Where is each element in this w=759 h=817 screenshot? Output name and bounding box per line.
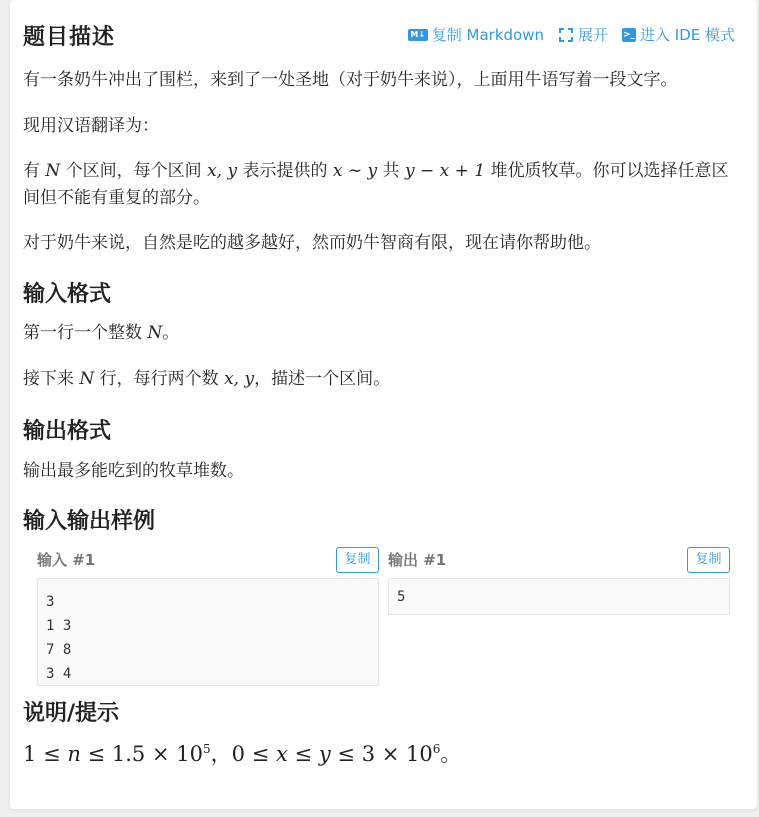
copy-input-button[interactable]: 复制 [336,547,379,573]
problem-header [23,20,735,52]
expand-icon [558,27,574,43]
copy-output-button[interactable]: 复制 [687,547,730,573]
desc-text: 有 [23,161,46,181]
math-N: N [147,323,163,343]
hint-exponent: 5 [203,742,211,756]
sample-input-box[interactable]: 3 1 3 7 8 3 4 [37,578,379,686]
format-text: 。 [162,323,180,343]
desc-text: 表示提供的 [237,161,333,181]
hint-value: 1 [23,742,37,766]
math-N: N [79,369,95,389]
markdown-icon: M↓ [408,29,428,41]
desc-paragraph-3 [23,158,735,212]
math-range: x ∼ y [332,161,378,181]
hint-constraints [23,738,461,768]
desc-text: 共 [377,161,405,181]
output-format-title: 输出格式 [23,419,112,444]
expand-label: 展开 [577,26,608,44]
hint-symbol: ≤ [337,742,355,766]
hint-separator: ， [210,742,232,766]
copy-markdown-button[interactable] [408,24,544,45]
desc-text: 个区间，每个区间 [60,161,208,181]
samples-title: 输入输出样例 [23,509,156,534]
hint-symbol: ≤ [43,742,61,766]
sample-output-box[interactable]: 5 [388,578,730,615]
hint-title: 说明/提示 [23,701,120,726]
desc-text: 堆优质牧草。你可以选择任意区间但不能有重复的部分。 [23,161,729,208]
hint-symbol: ≤ [294,742,313,766]
hint-variable: n [67,742,81,766]
hint-symbol: × [381,742,400,766]
format-text: ，描述一个区间。 [254,369,391,389]
hint-value: 10 [406,742,433,766]
math-count: y − x + 1 [404,161,486,181]
hint-value: 3 [361,742,376,766]
hint-value: 0 [231,742,246,766]
format-text: 接下来 [23,369,80,389]
hint-symbol: × [151,742,170,766]
desc-paragraph-1: 有一条奶牛冲出了围栏，来到了一处圣地（对于奶牛来说），上面用牛语写着一段文字。 [23,70,678,90]
input-format-line-1 [23,320,735,347]
input-format-line-2 [23,366,735,393]
format-text: 第一行一个整数 [23,323,148,343]
math-N: N [45,161,61,181]
ide-mode-button[interactable] [622,24,735,45]
problem-title: 题目描述 [23,25,116,50]
hint-exponent: 6 [432,742,441,756]
ide-mode-label: 进入 IDE 模式 [640,26,735,44]
sample-output-label: 输出 #1 [388,551,447,569]
hint-variable: x [276,742,288,766]
input-format-title: 输入格式 [23,282,112,307]
math-xy: x, y [207,161,238,181]
expand-button[interactable] [558,24,608,45]
output-format-line-1: 输出最多能吃到的牧草堆数。 [23,461,244,481]
hint-value: 10 [176,742,203,766]
terminal-icon: >_ [622,29,636,40]
hint-variable: y [318,742,331,766]
hint-symbol: ≤ [251,742,270,766]
format-text: 行，每行两个数 [94,369,225,389]
math-xy: x, y [224,369,255,389]
hint-end: 。 [440,742,462,766]
copy-markdown-label: 复制 Markdown [431,26,544,44]
hint-value: 1.5 [111,742,146,766]
desc-paragraph-2: 现用汉语翻译为： [23,116,159,136]
desc-paragraph-4: 对于奶牛来说，自然是吃的越多越好，然而奶牛智商有限，现在请你帮助他。 [23,233,601,253]
hint-symbol: ≤ [87,742,106,766]
problem-actions [394,24,735,45]
sample-input-label: 输入 #1 [37,551,96,569]
